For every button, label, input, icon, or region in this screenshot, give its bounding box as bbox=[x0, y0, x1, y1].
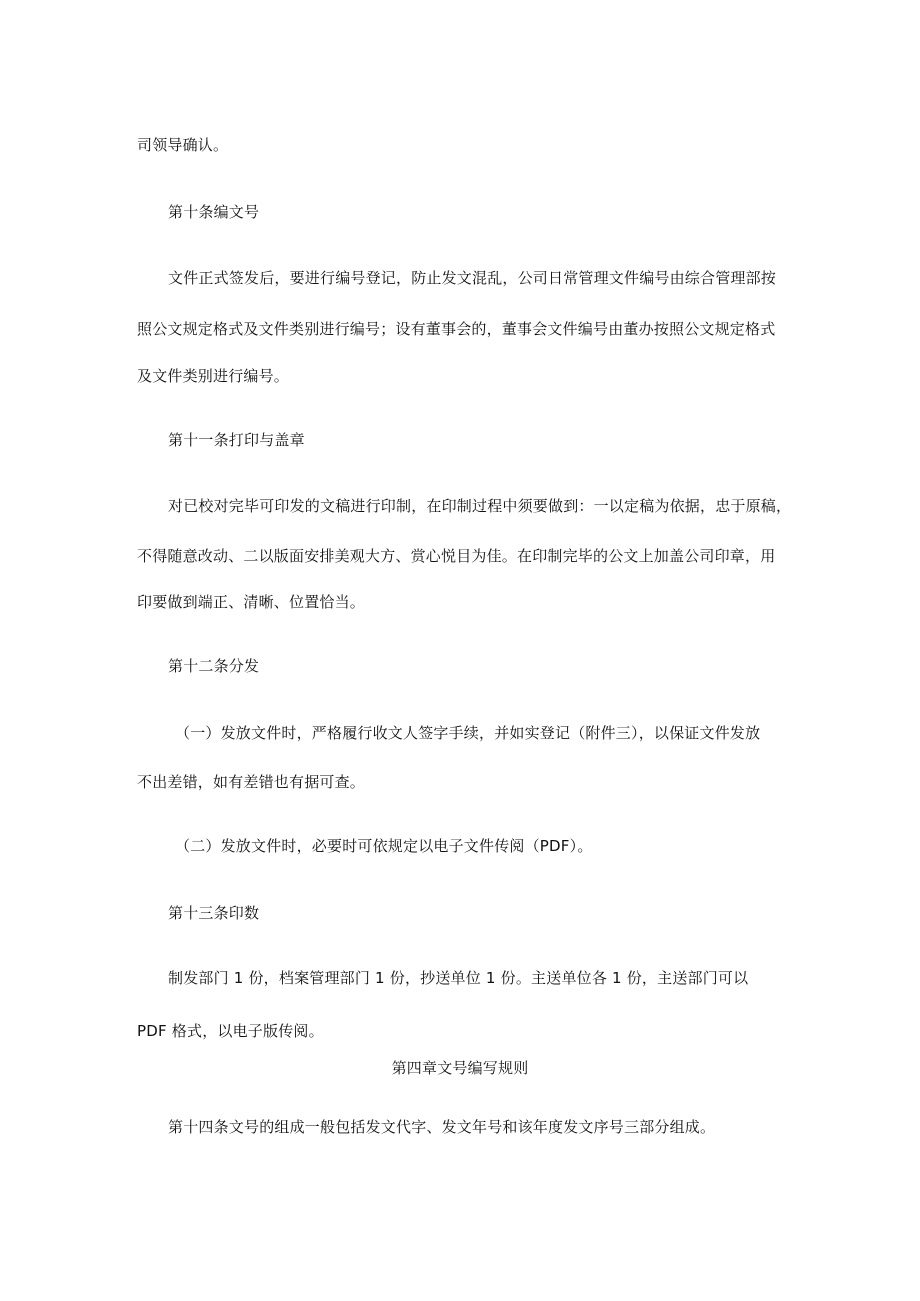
text-line: 印要做到端正、清晰、位置恰当。 bbox=[137, 593, 366, 611]
text-line: 第十四条文号的组成一般包括发文代字、发文年号和该年度发文序号三部分组成。 bbox=[168, 1118, 716, 1136]
section-heading: 第十条编文号 bbox=[168, 203, 260, 221]
section-heading: 第十二条分发 bbox=[168, 657, 260, 675]
chapter-heading: 第四章文号编写规则 bbox=[391, 1059, 529, 1077]
section-heading: 第十一条打印与盖章 bbox=[168, 431, 305, 449]
text-line: 照公文规定格式及文件类别进行编号；设有董事会的，董事会文件编号由董办按照公文规定格式 bbox=[137, 320, 776, 338]
text-line: （一）发放文件时，严格履行收文人签字手续，并如实登记（附件三），以保证文件发放 bbox=[175, 724, 761, 742]
text-line: 制发部门 1 份，档案管理部门 1 份，抄送单位 1 份。主送单位各 1 份，主送部门可以 bbox=[168, 969, 749, 987]
text-line: 不得随意改动、二以版面安排美观大方、赏心悦目为佳。在印制完毕的公文上加盖公司印章，用 bbox=[137, 547, 776, 565]
text-line: PDF 格式，以电子版传阅。 bbox=[137, 1022, 324, 1040]
text-line: 对已校对完毕可印发的文稿进行印制，在印制过程中须要做到：一以定稿为依据，忠于原稿， bbox=[168, 497, 792, 515]
text-line: 文件正式签发后，要进行编号登记，防止发文混乱，公司日常管理文件编号由综合管理部按 bbox=[168, 269, 777, 287]
text-line: 不出差错，如有差错也有据可查。 bbox=[137, 773, 366, 791]
text-line: 及文件类别进行编号。 bbox=[137, 367, 290, 385]
text-line: （二）发放文件时，必要时可依规定以电子文件传阅（PDF）。 bbox=[175, 837, 593, 855]
section-heading: 第十三条印数 bbox=[168, 904, 260, 922]
text-line: 司领导确认。 bbox=[137, 136, 229, 154]
